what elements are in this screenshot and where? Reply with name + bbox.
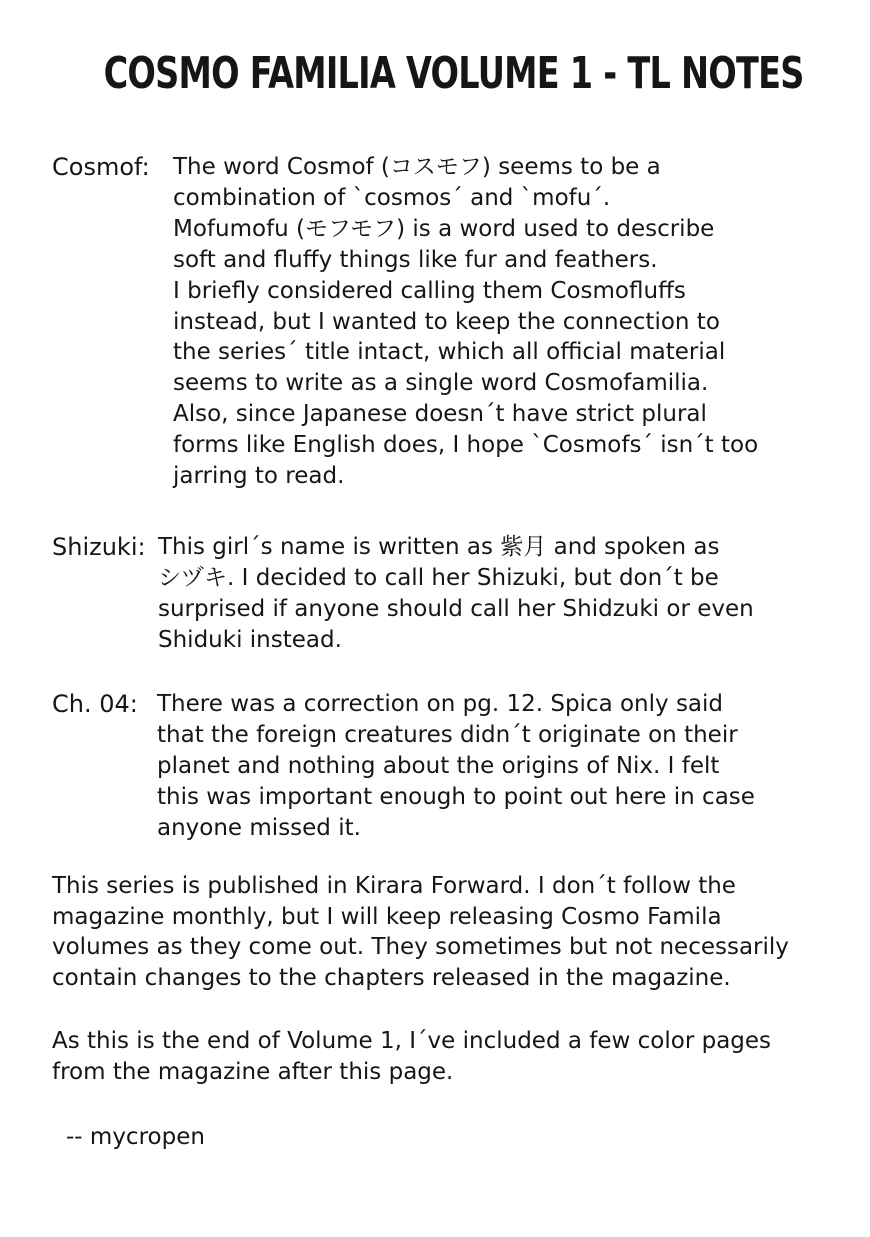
note-line: Shiduki instead. [158,626,342,653]
note-line: forms like English does, I hope `Cosmofs´ isn´t too [173,432,759,459]
note-line: There was a correction on pg. 12. Spica only said [157,691,724,717]
note-line: I briefly considered calling them Cosmofluffs [173,277,686,304]
note-label: Ch. 04: [52,690,138,718]
note-line: this was important enough to point out here in case [157,783,755,810]
note-line: anyone missed it. [157,814,361,841]
note-line: surprised if anyone should call her Shidzuki or even [158,595,754,622]
paragraph-line: volumes as they come out. They sometimes but not necessarily [52,934,789,961]
paragraph-line: magazine monthly, but I will keep releasing Cosmo Famila [52,903,722,930]
note-line: The word Cosmof (コスモフ) seems to be a [173,154,661,180]
note-label: Cosmof: [52,153,150,181]
note-line: soft and fluffy things like fur and feathers. [173,246,658,273]
note-line: This girl´s name is written as 紫月 and spoken as [158,534,720,560]
paragraph-line: from the magazine after this page. [52,1058,454,1085]
note-body [157,689,755,844]
paragraph-line: This series is published in Kirara Forward. I don´t follow the [52,873,736,899]
paragraph-line: As this is the end of Volume 1, I´ve included a few color pages [52,1028,772,1054]
note-body [173,152,758,492]
note-label: Shizuki: [52,533,146,561]
paragraph-volume-end [52,1026,771,1087]
note-line: Also, since Japanese doesn´t have strict plural [173,401,707,428]
note-line: seems to write as a single word Cosmofamilia. [173,370,709,397]
note-line: planet and nothing about the origins of Nix. I felt [157,752,720,779]
paragraph-line: contain changes to the chapters released in the magazine. [52,965,731,992]
signature: -- mycropen [66,1124,205,1150]
note-line: シヅキ. I decided to call her Shizuki, but don´t be [158,564,719,591]
note-line: combination of `cosmos´ and `mofu´. [173,184,611,211]
note-line: that the foreign creatures didn´t originate on their [157,721,738,748]
note-body [158,532,754,656]
note-line: the series´ title intact, which all official material [173,339,726,366]
note-line: jarring to read. [173,463,345,490]
note-line: Mofumofu (モフモフ) is a word used to describe [173,215,715,242]
paragraph-publication [52,871,789,994]
note-line: instead, but I wanted to keep the connection to [173,308,720,335]
page-title: COSMO FAMILIA VOLUME 1 - TL NOTES [103,48,804,99]
